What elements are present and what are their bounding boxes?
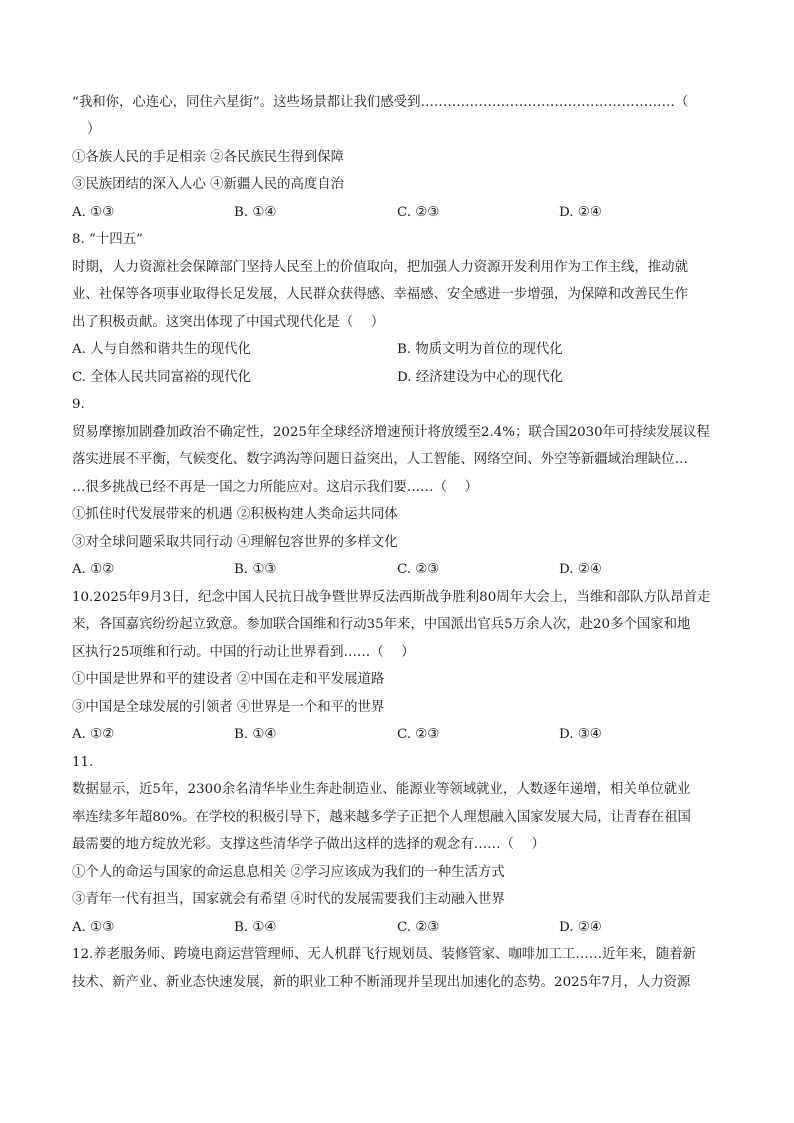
- q8-option-d: D. 经济建设为中心的现代化: [397, 370, 564, 385]
- q8-option-c: C. 全体人民共同富裕的现代化: [72, 370, 251, 385]
- q11-statements-2: ③青年一代有担当，国家就会有希望 ④时代的发展需要我们主动融入世界: [72, 892, 505, 907]
- q8-number: 8. “十四五”: [72, 232, 143, 247]
- q10-option-c: C. ②③: [397, 727, 440, 742]
- q10-option-b: B. ①④: [234, 727, 277, 742]
- q7-statements-2: ③民族团结的深入人心 ④新疆人民的高度自治: [72, 177, 345, 192]
- q9-stem-line-3: …很多挑战已经不再是一国之力所能应对。这启示我们要……（ ）: [72, 480, 478, 495]
- q9-stem-line-2: 落实进展不平衡，气候变化、数字鸿沟等问题日益突出，人工智能、网络空间、外空等新疆域治理缺位…: [72, 452, 688, 467]
- q12-stem-line-2: 技术、新产业、新业态快速发展，新的职业工种不断涌现并呈现出加速化的态势。2025年7月，人力资源: [72, 975, 691, 990]
- q10-option-d: D. ③④: [559, 727, 602, 742]
- q11-statements-1: ①个人的命运与国家的命运息息相关 ②学习应该成为我们的一种生活方式: [72, 865, 505, 880]
- q9-stem-line-1: 贸易摩擦加剧叠加政治不确定性，2025年全球经济增速预计将放缓至2.4%；联合国2030年可持续发展议程: [72, 425, 710, 440]
- q9-option-a: A. ①②: [72, 562, 115, 577]
- q11-number: 11.: [72, 755, 94, 770]
- q8-option-b: B. 物质文明为首位的现代化: [397, 342, 563, 357]
- q10-stem-line-1: 10.2025年9月3日，纪念中国人民抗日战争暨世界反法西斯战争胜利80周年大会上，当维和部队方队昂首走: [72, 590, 711, 605]
- q11-option-c: C. ②③: [397, 920, 440, 935]
- q9-option-c: C. ②③: [397, 562, 440, 577]
- q12-stem-line-1: 12.养老服务师、跨境电商运营管理师、无人机群飞行规划员、装修管家、咖啡加工工……近年来，随着新: [72, 947, 696, 962]
- q9-statements-1: ①抓住时代发展带来的机遇 ②积极构建人类命运共同体: [72, 507, 398, 522]
- q7-option-c: C. ②③: [397, 205, 440, 220]
- q11-stem-line-3: 最需要的地方绽放光彩。支撑这些清华学子做出这样的选择的观念有……（ ）: [72, 837, 545, 852]
- q9-option-b: B. ①③: [234, 562, 277, 577]
- q9-statements-2: ③对全球问题采取共同行动 ④理解包容世界的多样文化: [72, 535, 398, 550]
- q8-stem-line-3: 出了积极贡献。这突出体现了中国式现代化是（ ）: [72, 315, 385, 330]
- q7-stem-line-1: “我和你，心连心，同住六星街”。这些场景都让我们感受到…………………………………………………（: [72, 95, 689, 110]
- q11-option-d: D. ②④: [559, 920, 602, 935]
- q7-statements-1: ①各族人民的手足相亲 ②各民族民生得到保障: [72, 150, 345, 165]
- q9-number: 9.: [72, 397, 85, 412]
- q11-stem-line-1: 数据显示，近5年，2300余名清华毕业生奔赴制造业、能源业等领域就业，人数逐年递增，相关单位就业: [72, 782, 691, 797]
- q9-option-d: D. ②④: [559, 562, 602, 577]
- q7-option-d: D. ②④: [559, 205, 602, 220]
- q8-stem-line-1: 时期，人力资源社会保障部门坚持人民至上的价值取向，把加强人力资源开发利用作为工作主线，推动就: [72, 260, 688, 275]
- q10-statements-1: ①中国是世界和平的建设者 ②中国在走和平发展道路: [72, 672, 385, 687]
- q8-option-a: A. 人与自然和谐共生的现代化: [72, 342, 251, 357]
- q11-stem-line-2: 率连续多年超80%。在学校的积极引导下，越来越多学子正把个人理想融入国家发展大局，让青春在祖国: [72, 810, 691, 825]
- q10-statements-2: ③中国是全球发展的引领者 ④世界是一个和平的世界: [72, 700, 385, 715]
- q10-stem-line-2: 来，各国嘉宾纷纷起立致意。参加联合国维和行动35年来，中国派出官兵5万余人次，赴20多个国家和地: [72, 617, 691, 632]
- q7-stem-line-2: ）: [87, 122, 101, 137]
- q11-option-b: B. ①④: [234, 920, 277, 935]
- q7-option-a: A. ①③: [72, 205, 115, 220]
- q10-option-a: A. ①②: [72, 727, 115, 742]
- q7-option-b: B. ①④: [234, 205, 277, 220]
- q11-option-a: A. ①③: [72, 920, 115, 935]
- q8-stem-line-2: 业、社保等各项事业取得长足发展，人民群众获得感、幸福感、安全感进一步增强，为保障和改善民生作: [72, 287, 688, 302]
- q10-stem-line-3: 区执行25项维和行动。中国的行动让世界看到……（ ）: [72, 645, 415, 660]
